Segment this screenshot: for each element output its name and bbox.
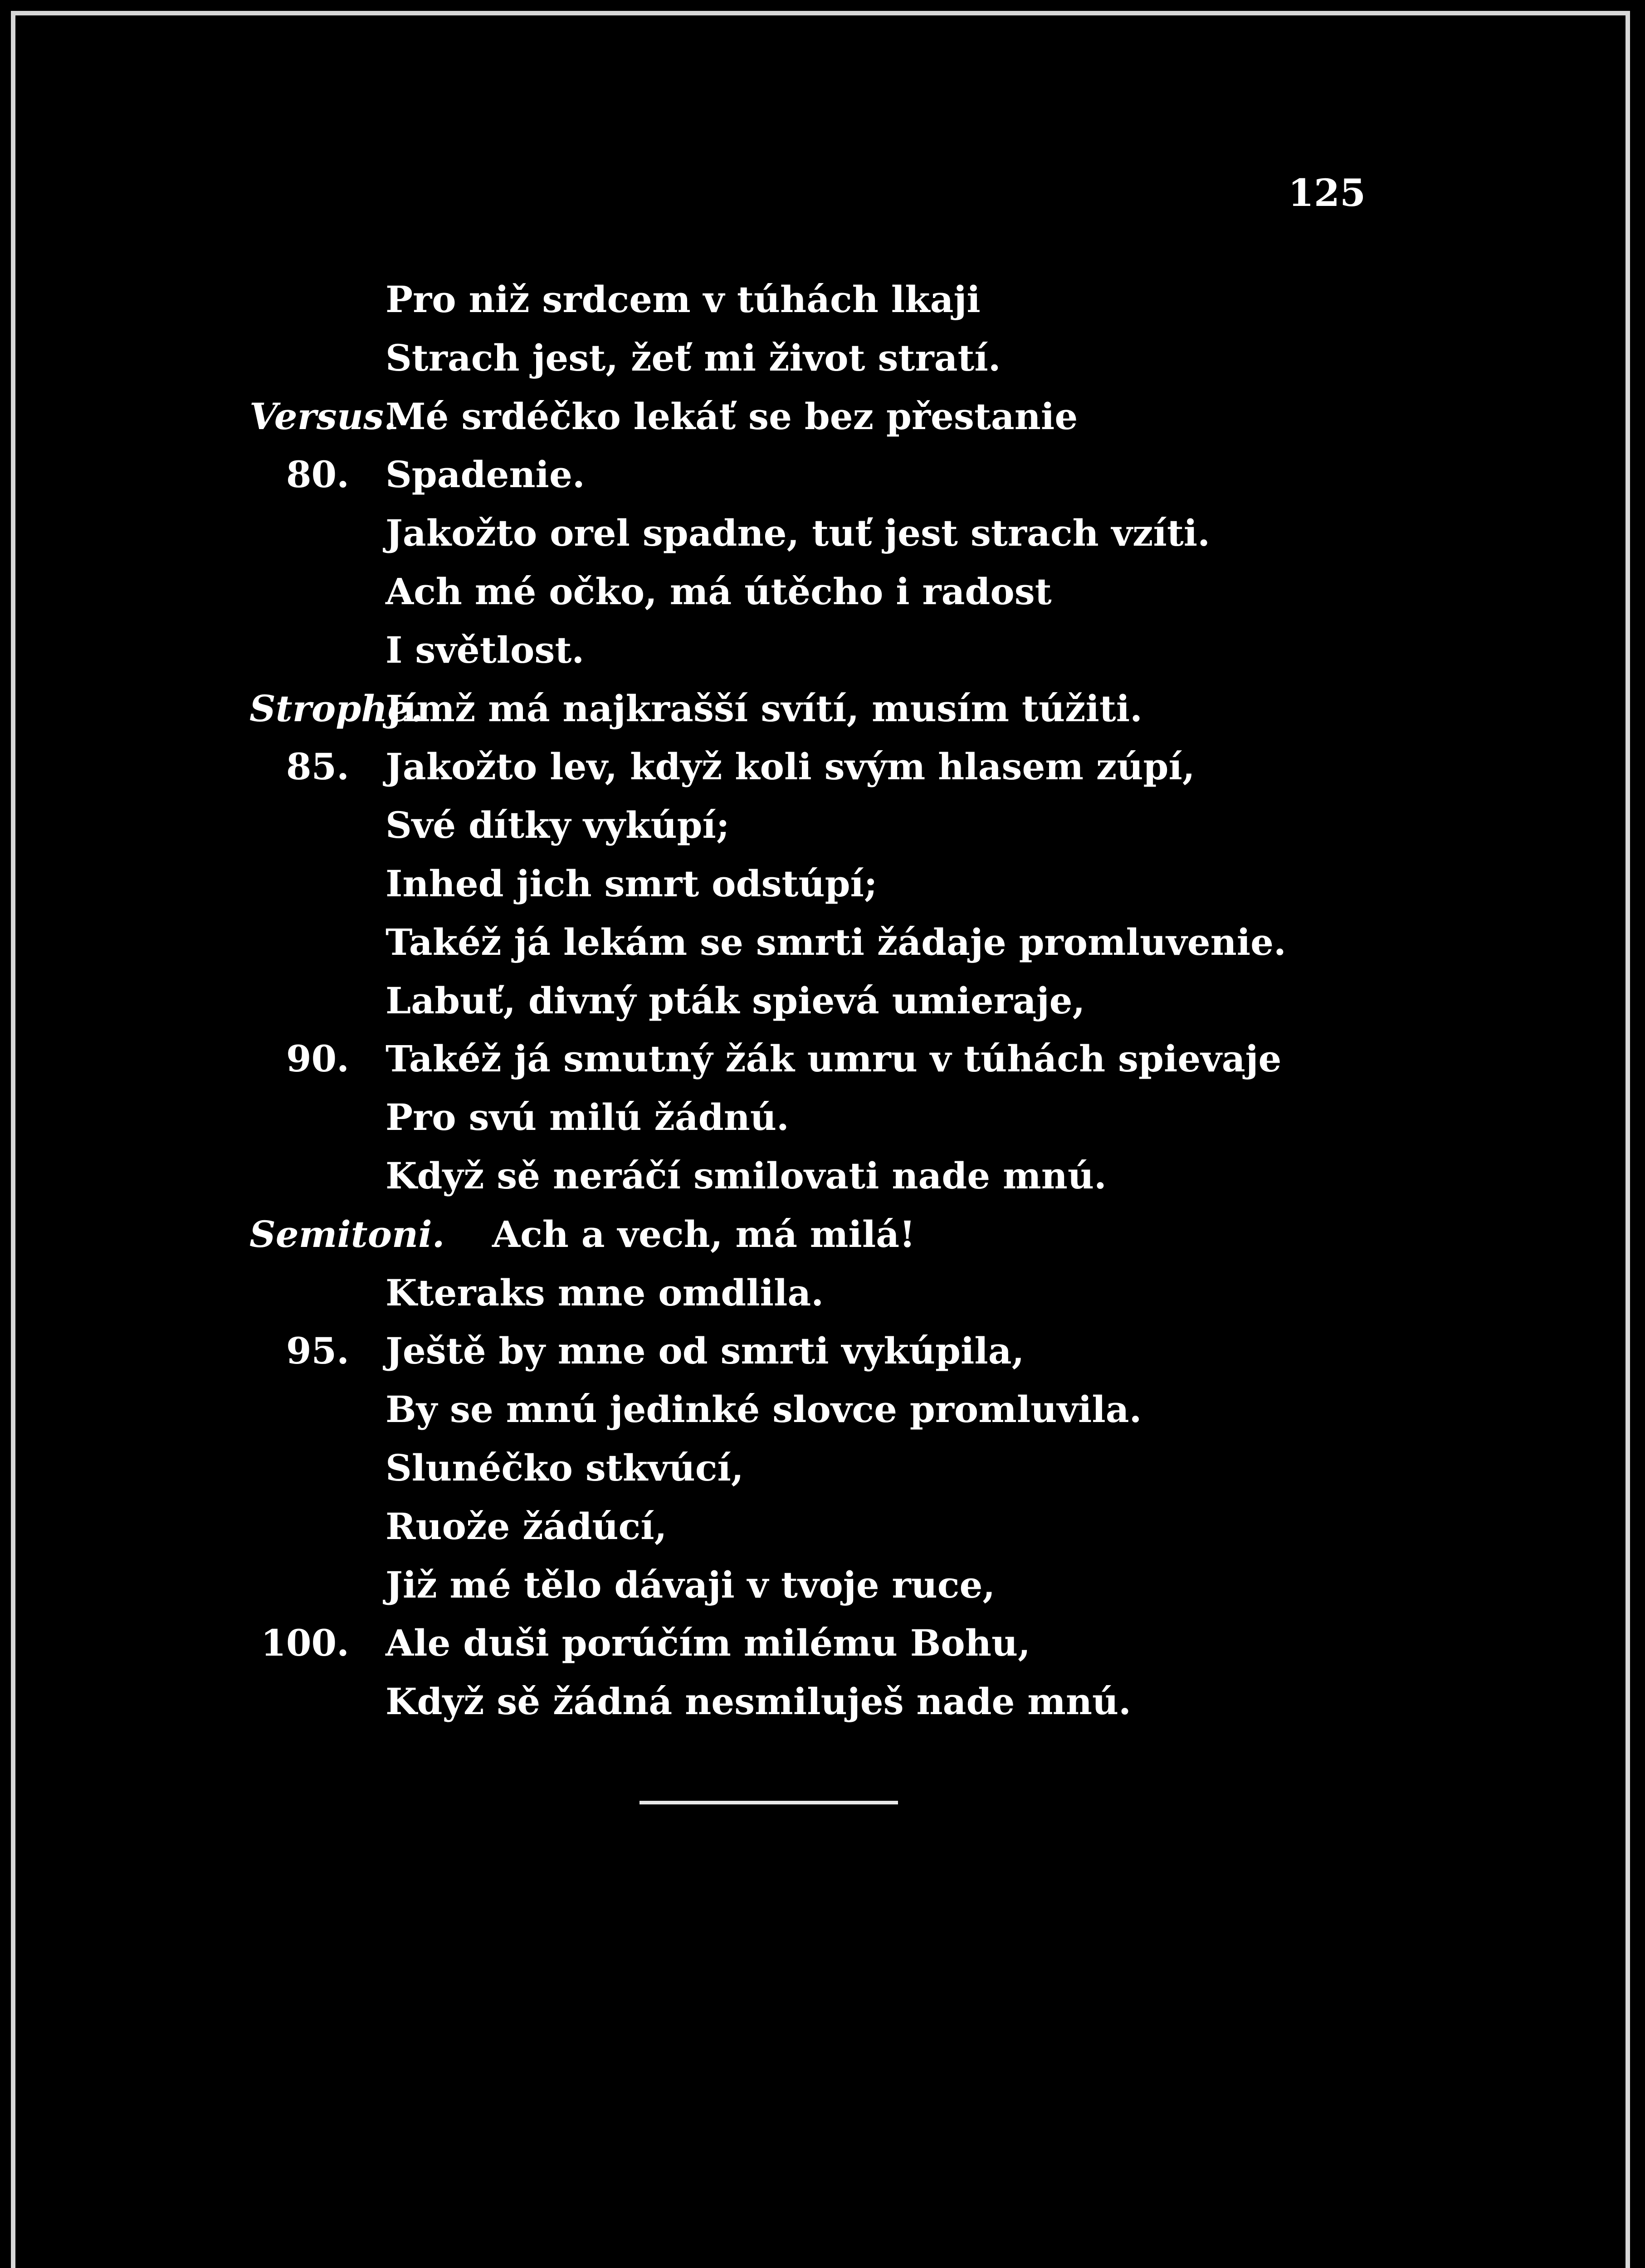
line-text: Labuť, divný pták spievá umieraje, [386, 979, 1085, 1022]
line-text: Jakožto orel spadne, tuť jest strach vzíti. [386, 512, 1211, 555]
poem-line [0, 798, 1361, 852]
line-text: Kteraks mne omdlila. [386, 1271, 824, 1314]
poem-line [0, 1266, 1361, 1320]
line-text: Jakožto lev, když koli svým hlasem zúpí, [386, 745, 1195, 788]
poem-line [0, 1090, 1361, 1144]
poem-line [0, 272, 1361, 327]
poem-line [0, 1616, 1361, 1670]
poem-line [0, 856, 1361, 911]
poem-line [0, 1324, 1361, 1378]
line-text: Ach mé očko, má útěcho i radost [386, 570, 1052, 613]
poem-line [0, 1674, 1361, 1729]
line-number: 100. [261, 1622, 349, 1665]
line-text: Své dítky vykúpí; [386, 804, 730, 847]
line-text: Již mé tělo dávaji v tvoje ruce, [386, 1563, 996, 1606]
section-label: Strophe. [249, 687, 424, 730]
poem-line [0, 389, 1361, 444]
line-text: Spadenie. [386, 453, 585, 496]
line-number: 95. [286, 1330, 349, 1373]
line-text: I světlost. [386, 628, 585, 671]
poem-line [0, 1558, 1361, 1612]
poem-line [0, 973, 1361, 1028]
line-text: Pro niž srdcem v túhách lkaji [386, 278, 981, 321]
poem-line [0, 1149, 1361, 1203]
poem-line [0, 564, 1361, 619]
poem-line [0, 1499, 1361, 1554]
poem-line [0, 447, 1361, 502]
line-text: Inhed jich smrt odstúpí; [386, 862, 878, 905]
line-number: 90. [286, 1037, 349, 1080]
line-text: Když sě neráčí smilovati nade mnú. [386, 1154, 1107, 1197]
line-text: Ještě by mne od smrti vykúpila, [386, 1330, 1025, 1373]
line-text: Ale duši porúčím milému Bohu, [386, 1622, 1030, 1665]
poem-line [0, 915, 1361, 969]
poem-line [0, 1031, 1361, 1086]
page-number: 125 [1288, 171, 1366, 215]
poem-line [0, 1382, 1361, 1437]
poem-line [0, 623, 1361, 677]
line-text: Mé srdéčko lekáť se bez přestanie [386, 395, 1078, 438]
poem-line [0, 739, 1361, 794]
section-label: Versus. [249, 395, 396, 438]
line-text: Takéž já smutný žák umru v túhách spievaje [386, 1037, 1282, 1080]
line-number: 80. [286, 453, 349, 496]
poem-line [0, 1441, 1361, 1495]
line-text: Jímž má najkrašší svítí, musím túžiti. [386, 687, 1143, 730]
line-text: Ach a vech, má milá! [492, 1212, 916, 1256]
line-text: Ruože žádúcí, [386, 1505, 667, 1548]
poem-line [0, 681, 1361, 736]
section-label: Semitoni. [249, 1212, 445, 1256]
line-text: Takéž já lekám se smrti žádaje promluvenie. [386, 920, 1286, 963]
line-text: Slunéčko stkvúcí, [386, 1447, 744, 1489]
line-text: Když sě žádná nesmiluješ nade mnú. [386, 1680, 1132, 1723]
end-rule [639, 1801, 898, 1804]
poem-line [0, 1207, 1361, 1261]
line-text: Pro svú milú žádnú. [386, 1096, 789, 1139]
line-text: Strach jest, žeť mi život stratí. [386, 336, 1001, 379]
poem-line [0, 331, 1361, 385]
poem-line [0, 506, 1361, 560]
line-text: By se mnú jedinké slovce promluvila. [386, 1388, 1142, 1431]
line-number: 85. [286, 745, 349, 788]
